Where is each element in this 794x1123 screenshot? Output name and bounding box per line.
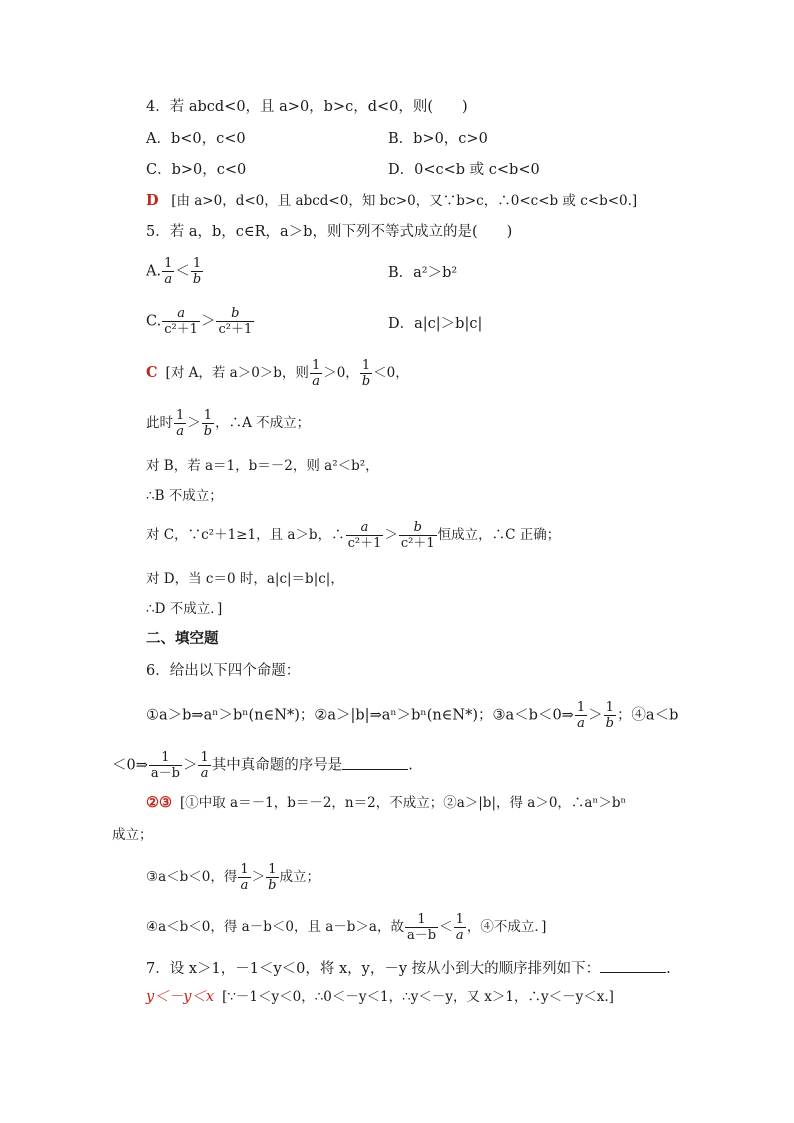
answer-blank[interactable]	[600, 958, 666, 973]
fraction: $\frac{b}{\text{c²＋1}}$	[218, 306, 253, 337]
q6-propositions-line1: ①a＞b⇒aⁿ＞bⁿ(n∈N*)；②a＞|b|⇒aⁿ＞bⁿ(n∈N*)；③a＜b＜0⇒ $\frac{1}{a}$ ＞ $\frac{1}{b}$ ；④a＜b	[146, 700, 679, 731]
fraction: $\frac{1}{a-b}$	[406, 912, 437, 943]
q5-answer: C	[146, 364, 158, 381]
q6-explain-2: 成立；	[112, 827, 153, 843]
q5-option-a-label: A.	[146, 263, 162, 280]
greater-than: ＞	[200, 313, 216, 330]
q6-propositions-line2: ＜0⇒ $\frac{1}{a-b}$ ＞ $\frac{1}{a}$ 其中真命题的序号是 .	[112, 750, 413, 781]
q5-explain-6: 对 D，当 c＝0 时，a|c|＝b|c|，	[146, 571, 344, 587]
section-heading: 二、填空题	[146, 631, 219, 647]
q7-explain: [∵－1＜y＜0，∴0＜－y＜1，∴y＜－y，又 x＞1，∴y＜－y＜x.]	[222, 989, 614, 1005]
fraction: $\frac{1}{b}$	[268, 862, 277, 893]
fraction: $\frac{1}{b}$	[203, 408, 213, 439]
fraction: $\frac{a}{\text{c²＋1}}$	[164, 306, 198, 337]
q5-explain-5: 对 C，∵c²＋1≥1，且 a＞b，∴ $\frac{a}{\text{c²＋1}}$ ＞ $\frac{b}{\text{c²＋1}}$ 恒成立，∴C 正确；	[146, 520, 561, 551]
q4-option-d: D．0<c<b 或 c<b<0	[388, 162, 540, 178]
q4-option-c: C．b>0，c<0	[146, 162, 247, 178]
q5-explain-3: 对 B，若 a＝1，b＝－2，则 a²＜b²，	[146, 458, 379, 474]
q6-answer: ②③	[146, 794, 172, 811]
fraction: $\frac{1}{a}$	[311, 358, 321, 389]
fraction: $\frac{1}{a}$	[176, 408, 185, 439]
q6-stem: 6．给出以下四个命题：	[146, 663, 301, 679]
fraction: $\frac{1}{a}$	[455, 912, 464, 943]
q7-stem: 7．设 x＞1，－1＜y＜0，将 x，y，－y 按从小到大的顺序排列如下： .	[146, 958, 671, 978]
q5-option-a	[146, 256, 204, 287]
fraction: $\frac{1}{b}$	[361, 358, 371, 389]
q5-explain-7: ∴D 不成立．]	[146, 601, 223, 617]
fraction: $\frac{1}{a}$	[200, 750, 209, 781]
q5-option-c	[146, 306, 255, 337]
q6-explain-4: ④a＜b＜0，得 a－b＜0，且 a－b＞a，故 $\frac{1}{a-b}$ ＜ $\frac{1}{a}$ ，④不成立．]	[146, 912, 547, 943]
q5-stem: 5．若 a，b，c∈R，a＞b，则下列不等式成立的是( )	[146, 224, 513, 240]
q7-answer: y＜－y＜x	[146, 989, 215, 1005]
less-than: ＜	[175, 263, 190, 280]
q5-option-b: B．a²＞b²	[388, 265, 458, 281]
q4-explain: [由 a>0，d<0，且 abcd<0，知 bc>0，又∵b>c，∴0<c<b 或 c<b<0.]	[171, 193, 638, 209]
q4-stem: 4．若 abcd<0，且 a>0，b>c，d<0，则( )	[146, 99, 468, 115]
q4-answer-line	[146, 192, 637, 210]
q5-explain-4: ∴B 不成立；	[146, 488, 223, 504]
answer-blank[interactable]	[342, 755, 408, 770]
q6-explain-1: ②③ [①中取 a＝－1，b＝－2，n＝2，不成立；②a＞|b|，得 a＞0，∴aⁿ＞bⁿ	[146, 794, 627, 811]
q4-option-b: B．b>0，c>0	[388, 131, 488, 147]
fraction: $\frac{1}{a}$	[240, 862, 249, 893]
q5-option-c-label: C.	[146, 313, 162, 330]
q5-explain-1: C [对 A，若 a＞0＞b，则 $\frac{1}{a}$ ＞0， $\frac{1}{b}$ ＜0，	[146, 358, 409, 389]
fraction: $\frac{a}{\text{c²＋1}}$	[347, 520, 382, 551]
q4-option-a: A．b<0，c<0	[146, 131, 246, 147]
q7-answer-line	[146, 988, 614, 1006]
q4-answer: D	[146, 192, 159, 209]
fraction: $\frac{b}{\text{c²＋1}}$	[400, 520, 435, 551]
fraction: $\frac{1}{a}$	[576, 700, 586, 731]
q5-explain-2: 此时 $\frac{1}{a}$ ＞ $\frac{1}{b}$ ，∴A 不成立；	[146, 408, 311, 439]
fraction: $\frac{1}{b}$	[605, 700, 614, 731]
fraction: $\frac{1}{b}$	[192, 256, 202, 287]
q5-option-d: D．a|c|＞b|c|	[388, 316, 483, 332]
fraction: $\frac{1}{a}$	[164, 256, 173, 287]
q6-explain-3: ③a＜b＜0，得 $\frac{1}{a}$ ＞ $\frac{1}{b}$ 成立；	[146, 862, 320, 893]
fraction: $\frac{1}{a-b}$	[150, 750, 180, 781]
